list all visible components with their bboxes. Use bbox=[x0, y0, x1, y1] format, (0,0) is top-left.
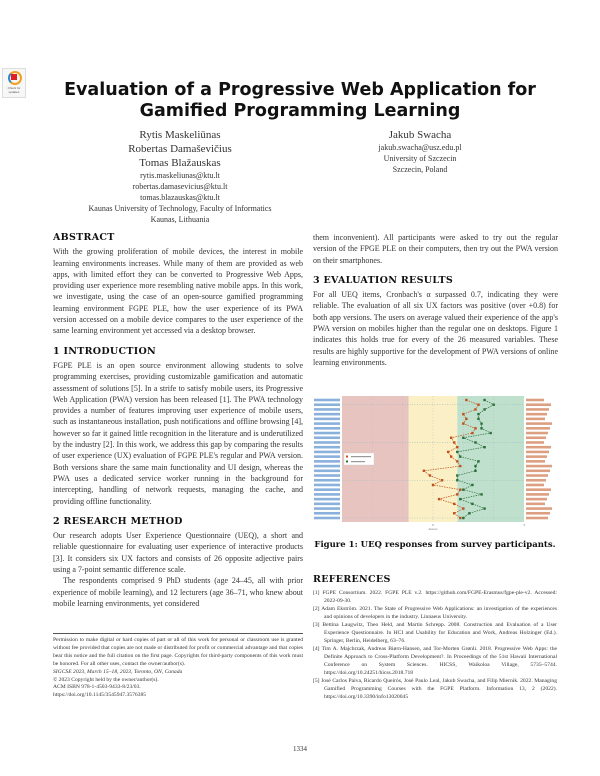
badge-text: Check for updates bbox=[7, 86, 21, 94]
svg-text:3: 3 bbox=[523, 523, 525, 527]
author-block-left bbox=[80, 128, 280, 225]
author-name: Robertas Damaševičius bbox=[128, 143, 232, 155]
references-section bbox=[313, 574, 557, 701]
author-affiliation: Kaunas University of Technology, Faculty of Informatics bbox=[88, 204, 272, 213]
conference-info: SIGCSE 2023, March 15–18, 2023, Toronto, ON, Canada bbox=[53, 668, 183, 675]
left-column bbox=[53, 232, 303, 609]
doi-link[interactable]: https://doi.org/10.1145/3545947.3576385 bbox=[53, 692, 147, 699]
abstract-text: With the growing proliferation of mobile devices, the interest in mobile learning environments increases. While many of them are provided as web apps, with limited effort they can be converted to Progressive Web Apps, providing user experience more resembling native mobile apps. In this work, we investigate, using the case of an open-source gamified programming learning environment FGPE PLE, how the user experience of its PWA version accessed on a mobile device compares to the user experience of the same learning environment yet accessed via a desktop browser. bbox=[53, 247, 303, 336]
copyright-footnote bbox=[53, 633, 303, 700]
reference-item: [4] Tim A. Majchrzak, Andreas Biørn-Hansen, and Tor-Morten Grønli. 2018. Progressive Web Apps: the Definite Approach to Cross-Platform Development?. In Proceedings of the 51st Hawaii International Conference on System Sciences. HICSS, Waikoloa Village, 5735–5744. https://doi.org/10.24251/hicss.2018.718 bbox=[313, 646, 557, 676]
author-email[interactable]: tomas.blazauskas@ktu.lt bbox=[140, 193, 220, 202]
author-name: Rytis Maskeliūnas bbox=[139, 129, 221, 141]
evaluation-results-text: For all UEQ items, Cronbach's α surpassed 0.7, indicating they were reliable. The evaluation of all six UX factors was positive (over +0.8) for both app versions. The users on average valued their experience of the app's PWA version on mobiles higher than the regular one on desktops. Figure 1 indicates this holds true for every of the 26 measured variables. These results are highly supportive for the development of PWA versions of online learning environments. bbox=[313, 290, 558, 367]
figure-caption: Figure 1: UEQ responses from survey participants. bbox=[314, 540, 556, 550]
isbn-line: ACM ISBN 978-1-4503-9433-8/23/03. bbox=[53, 684, 141, 691]
research-method-text: Our research adopts User Experience Questionnaire (UEQ), a short and reliable questionnaire for evaluating user experience of interactive products [3]. It considers six UX factors and consists of 26 opposite adjective pairs using a 7-point semantic difference scale. bbox=[53, 531, 303, 575]
reference-item: [5] José Carlos Paiva, Ricardo Queirós, José Paulo Leal, Jakub Swacha, and Filip Miernik. 2022. Managing Gamified Programming Courses with the FGPE Platform. Information 13, 2 (2022). https://doi.org/10.3390/info13020045 bbox=[313, 678, 557, 700]
reference-list bbox=[313, 589, 557, 701]
svg-text:Answer: Answer bbox=[428, 527, 438, 531]
references-heading: REFERENCES bbox=[313, 574, 391, 585]
reference-item: [2] Adam Ekström. 2021. The State of Progressive Web Applications: an investigation of the experiences and opinions of developers in the industry. Linnaeus University. bbox=[313, 606, 557, 620]
research-method-continuation: them inconvenient). All participants were asked to try out the regular version of the FPGE PLE on their computers, then try out the PWA version on their smartphones. bbox=[313, 233, 558, 265]
author-affiliation: University of Szczecin bbox=[383, 154, 457, 163]
author-email[interactable]: robertas.damasevicius@ktu.lt bbox=[132, 182, 228, 191]
author-location: Szczecin, Poland bbox=[392, 165, 448, 174]
reference-item: [3] Bettina Laugwitz, Theo Held, and Martin Schrepp. 2008. Construction and Evaluation of a User Experience Questionnaire. In HCI and Usability for Education and Work, Andreas Holzinger (Ed.). Springer, Berlin, Heidelberg, 63–76. bbox=[313, 622, 557, 644]
section-heading-introduction: 1 INTRODUCTION bbox=[53, 345, 157, 357]
copyright-line: © 2023 Copyright held by the owner/author(s). bbox=[53, 676, 159, 683]
author-email[interactable]: jakub.swacha@usz.edu.pl bbox=[378, 143, 462, 152]
author-name: Tomas Blažauskas bbox=[139, 157, 221, 169]
introduction-text: FGPE PLE is an open source environment allowing students to solve programming exercises, providing customizable gamification and automatic assessment of solutions [5]. In a strife to satisfy mobile users, its Progressive Web Application (PWA) version has been released [1]. The PWA technology provides a number of features improving user experience of mobile users, such as instantaneous installation, push notifications and offline browsing [4], however so far it gained little recognition in the literature and is underutilized by the industry [2]. In this work, we address this gap by comparing the results of user experience (UX) evaluation of FGPE PLE's regular and PWA version. Both versions share the same main functionality and UI design, whereas the PWA uses a dedicated service worker running in the background for intercepting, handling of network requests, managing the cache, and providing offline functionality. bbox=[53, 360, 303, 506]
research-method-text: The respondents comprised 9 PhD students (age 24–45, all with prior experience of mobile learning), and 12 lecturers (age 36–71, who knew about mobile learning environments, yet considered bbox=[53, 576, 303, 608]
book-icon bbox=[11, 74, 17, 80]
abstract-heading: ABSTRACT bbox=[53, 232, 115, 243]
permission-notice: Permission to make digital or hard copies of part or all of this work for personal or classroom use is granted without fee provided that copies are not made or distributed for profit or commercial advantage and that copies bear this notice and the full citation on the first page. Copyrights for third-party components of this work must be honored. For all other uses, contact the owner/author(s). bbox=[53, 637, 303, 667]
check-for-updates-badge[interactable] bbox=[2, 68, 26, 98]
svg-text:0: 0 bbox=[432, 523, 434, 527]
ueq-profile-plot bbox=[310, 381, 570, 531]
right-column bbox=[313, 232, 558, 368]
ueq-chart bbox=[310, 381, 570, 531]
author-location: Kaunas, Lithuania bbox=[150, 215, 210, 224]
paper-title: Evaluation of a Progressive Web Application for Gamified Programming Learning bbox=[64, 80, 536, 121]
author-name: Jakub Swacha bbox=[388, 129, 452, 141]
author-email[interactable]: rytis.maskeliunas@ktu.lt bbox=[140, 171, 220, 180]
author-block-right bbox=[340, 128, 500, 175]
section-heading-research-method: 2 RESEARCH METHOD bbox=[53, 515, 183, 527]
reference-item: [1] FGPE Consortium. 2022. FGPE PLE v.2. https://github.com/FGPE-Erasmus/fgpe-ple-v2. Accessed: 2022-09-30. bbox=[313, 590, 557, 604]
section-heading-evaluation-results: 3 EVALUATION RESULTS bbox=[313, 274, 454, 286]
page-number: 1334 bbox=[293, 745, 307, 753]
